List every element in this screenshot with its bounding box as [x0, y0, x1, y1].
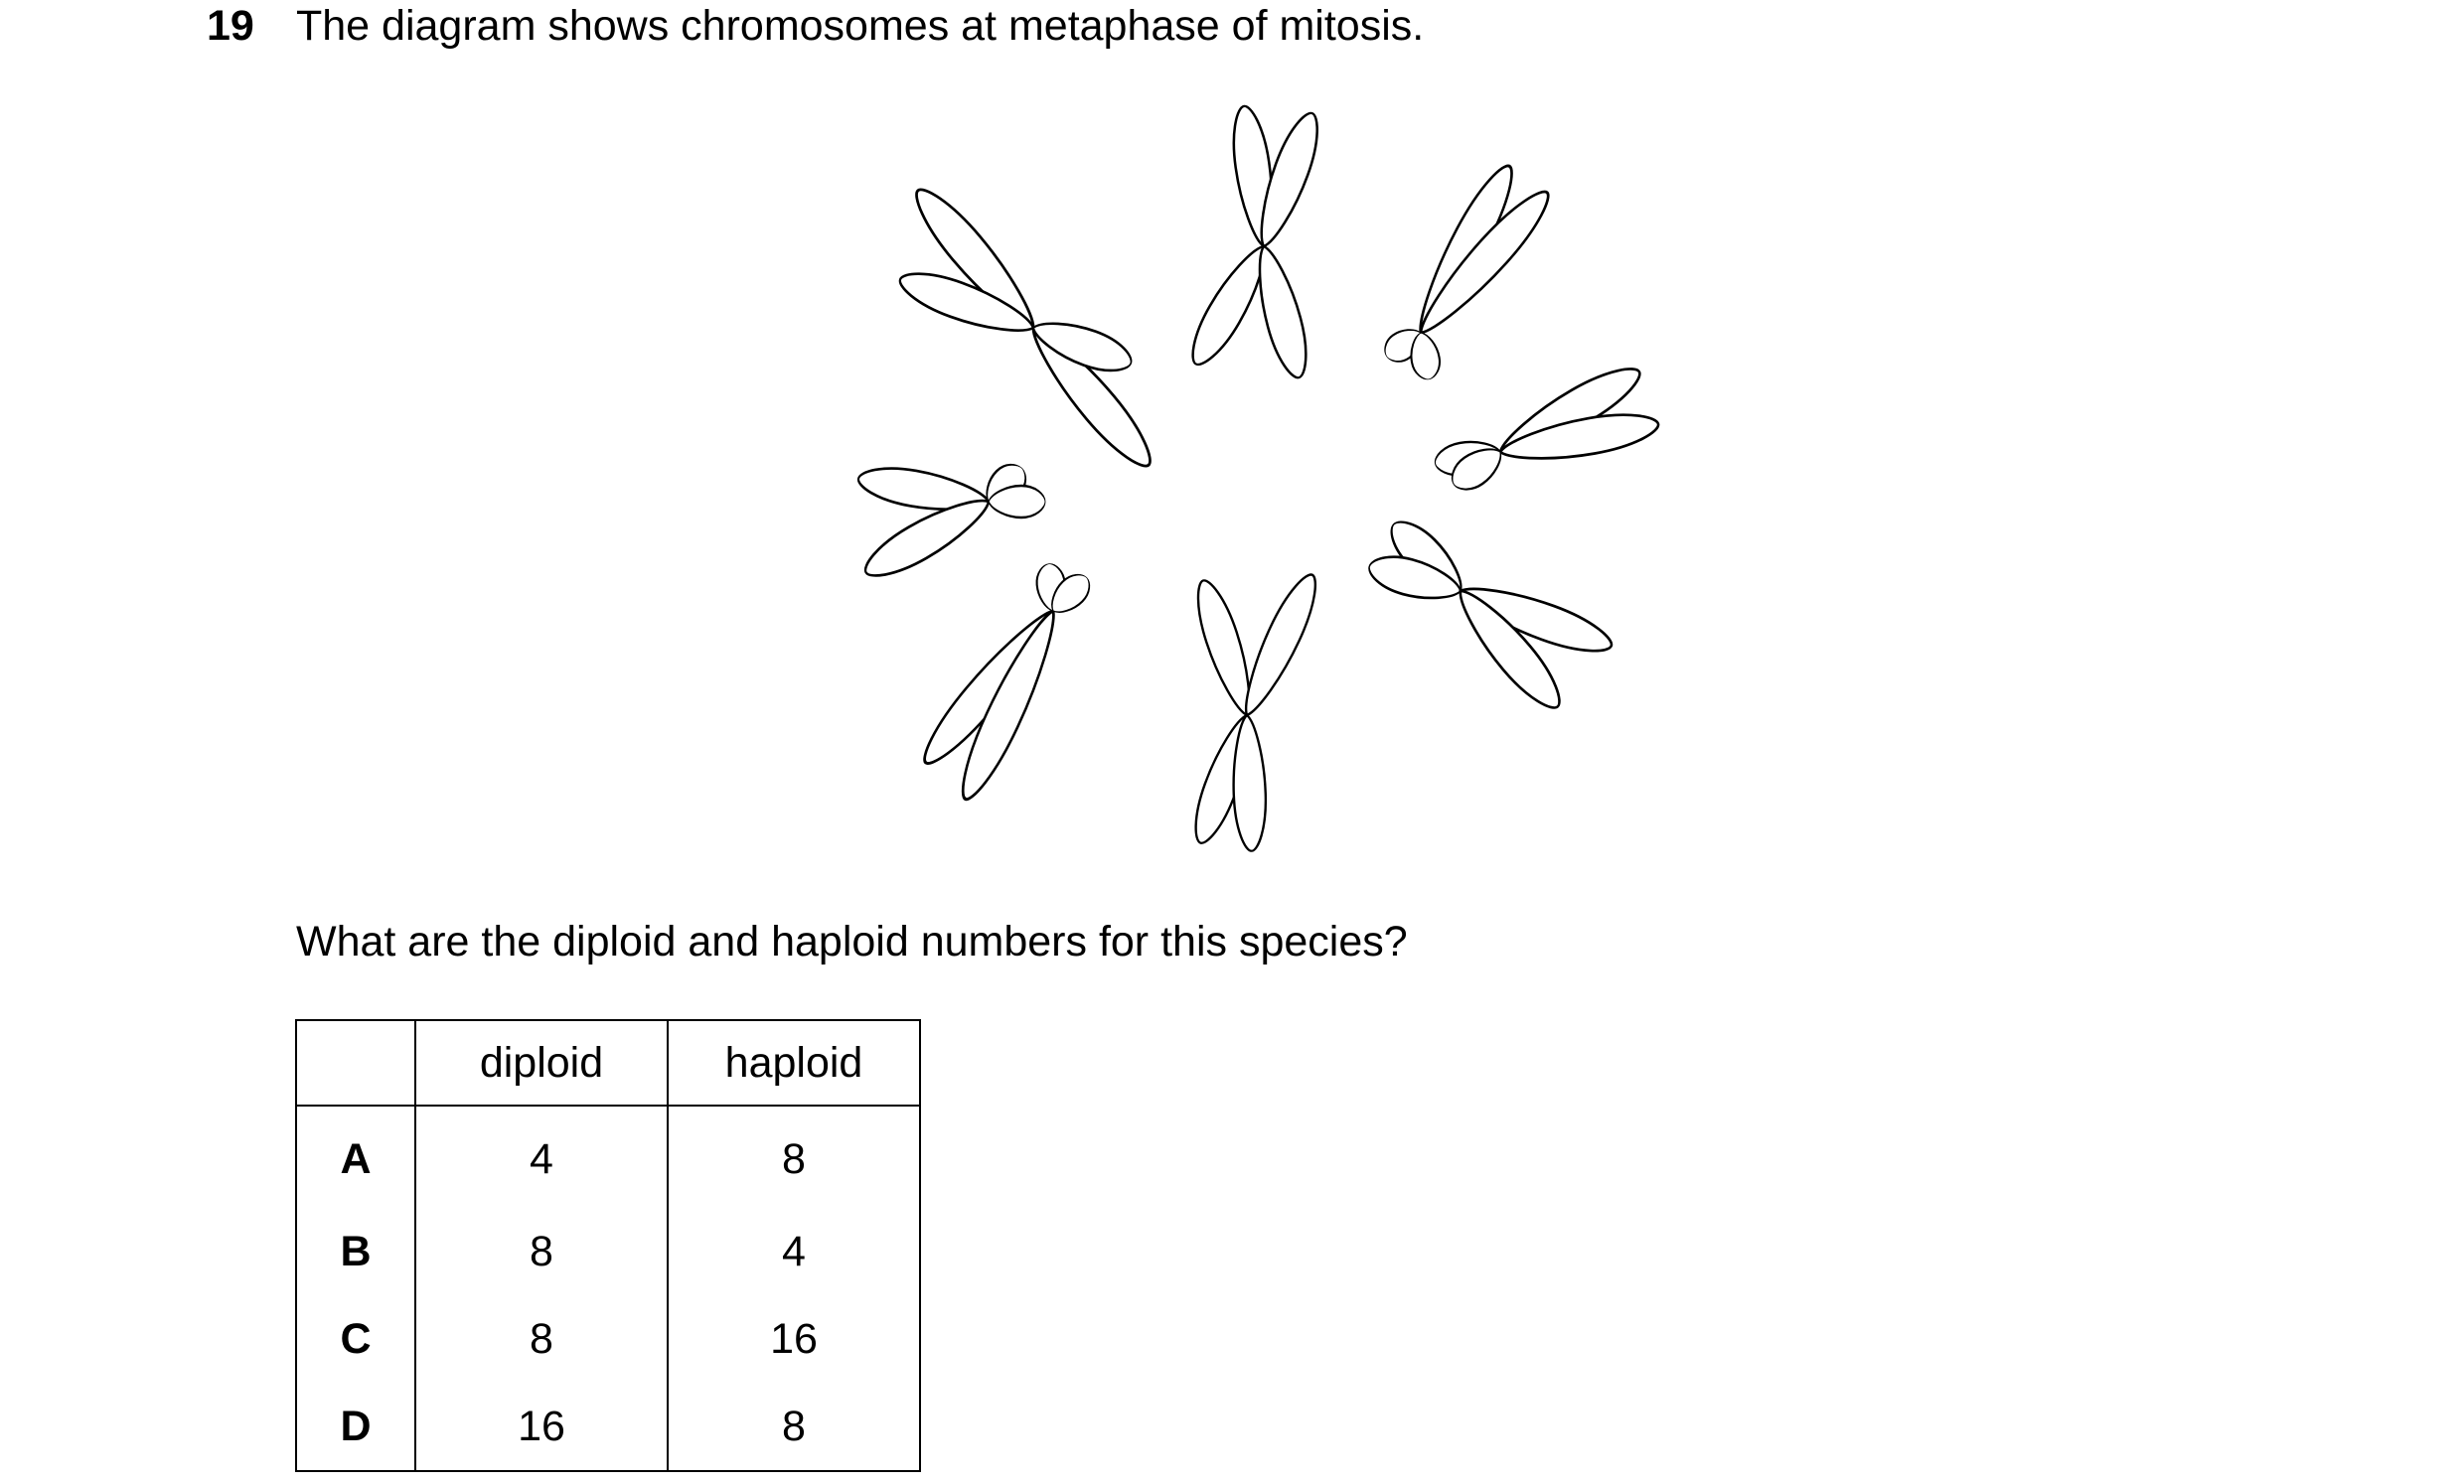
header-key [296, 1020, 415, 1106]
options-table [295, 1019, 921, 1472]
option-haploid: 4 [668, 1208, 920, 1295]
chromosome-1 [894, 179, 1162, 477]
table-row[interactable] [296, 1106, 920, 1208]
question-prompt: What are the diploid and haploid numbers for this species? [296, 918, 1408, 965]
chromosome-3 [1379, 158, 1560, 381]
question-stem: The diagram shows chromosomes at metaphase of mitosis. [296, 2, 1425, 50]
chromosome-4 [1433, 357, 1661, 498]
option-haploid: 8 [668, 1383, 920, 1471]
option-key[interactable]: B [296, 1208, 415, 1295]
table-row[interactable] [296, 1208, 920, 1295]
option-haploid: 8 [668, 1106, 920, 1208]
option-haploid: 16 [668, 1295, 920, 1383]
chromosome-8 [1365, 512, 1617, 718]
chromosome-5 [855, 457, 1045, 588]
chromosome-2 [1181, 104, 1328, 382]
option-key[interactable]: A [296, 1106, 415, 1208]
question-number: 19 [207, 2, 254, 50]
chromosome-6 [913, 562, 1097, 806]
option-diploid: 16 [415, 1383, 668, 1471]
option-key[interactable]: C [296, 1295, 415, 1383]
chromosome-7 [1185, 568, 1326, 851]
table-header-row [296, 1020, 920, 1106]
option-diploid: 4 [415, 1106, 668, 1208]
option-diploid: 8 [415, 1295, 668, 1383]
header-diploid: diploid [415, 1020, 668, 1106]
option-diploid: 8 [415, 1208, 668, 1295]
header-haploid: haploid [668, 1020, 920, 1106]
table-row[interactable] [296, 1383, 920, 1471]
chromatid [1232, 568, 1326, 722]
option-key[interactable]: D [296, 1383, 415, 1471]
table-row[interactable] [296, 1295, 920, 1383]
